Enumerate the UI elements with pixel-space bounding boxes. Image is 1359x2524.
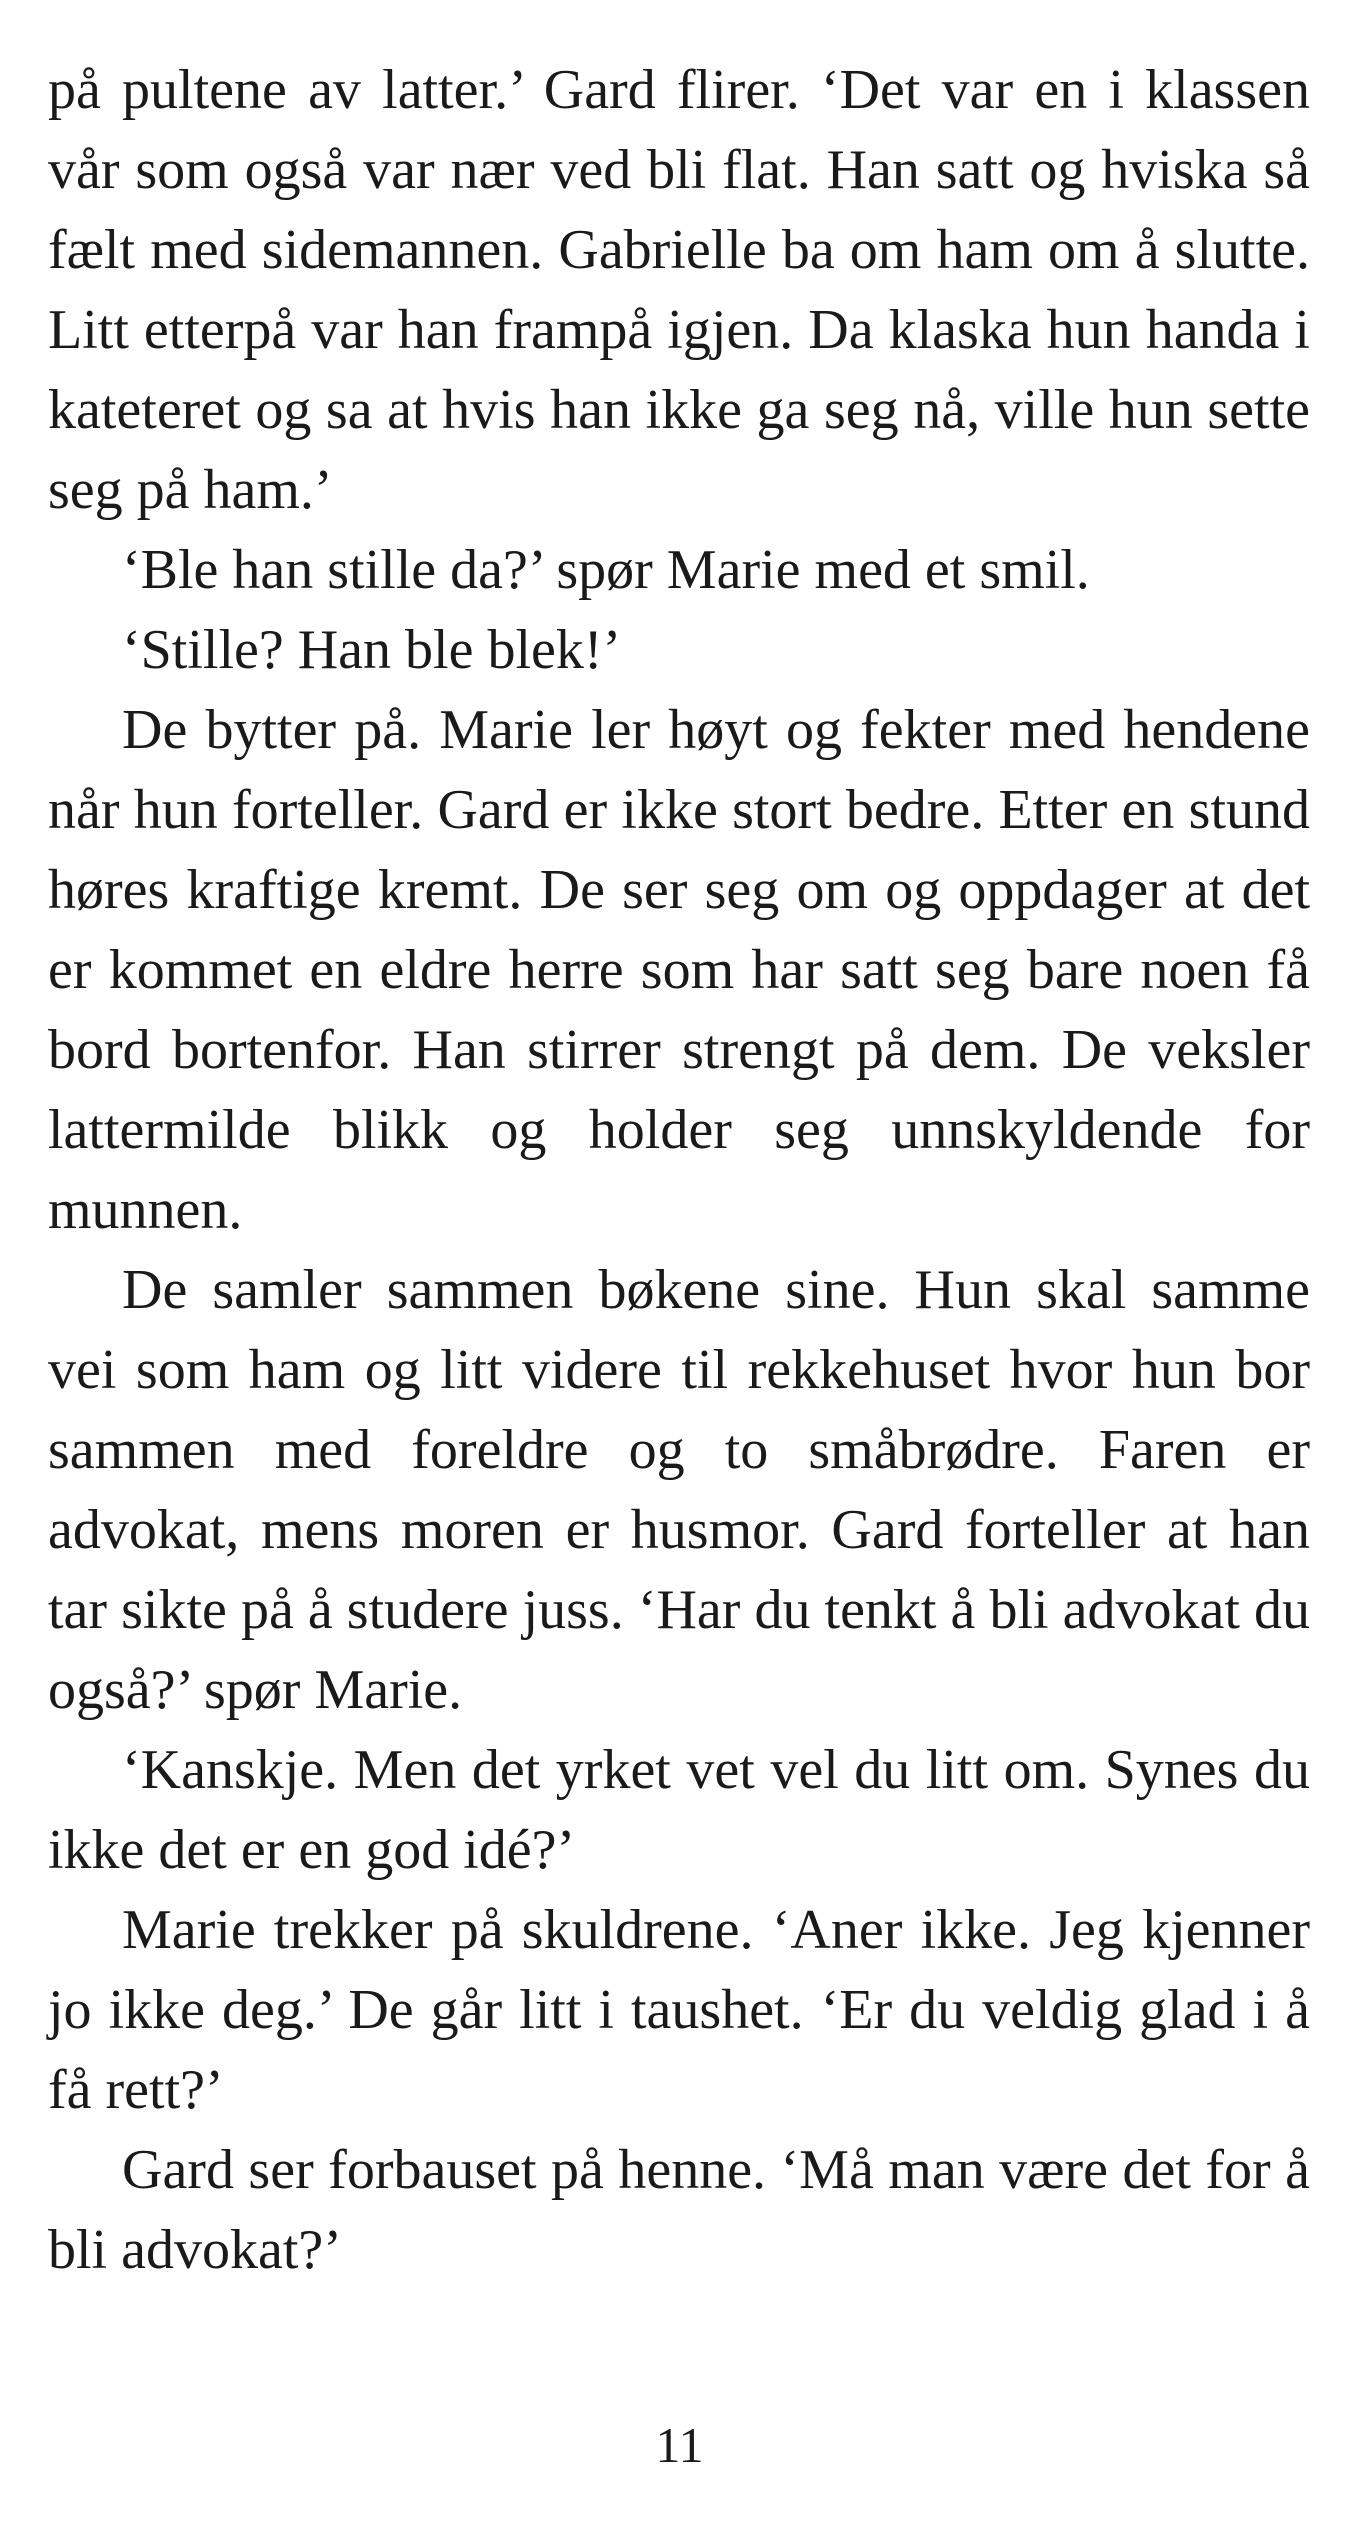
paragraph: ‘Kanskje. Men det yrket vet vel du litt om. Synes du ikke det er en god idé?’ — [48, 1739, 1310, 1881]
page-number: 11 — [655, 2417, 704, 2473]
paragraph: Gard ser forbauset på henne. ‘Må man være det for å bli advokat?’ — [48, 2139, 1310, 2281]
paragraph: ‘Stille? Han ble blek!’ — [122, 619, 622, 681]
paragraph: Marie trekker på skuldrene. ‘Aner ikke. Jeg kjenner jo ikke deg.’ De går litt i taushet. ‘Er du veldig glad i å få rett?’ — [48, 1899, 1310, 2121]
paragraph: De bytter på. Marie ler høyt og fekter med hendene når hun forteller. Gard er ikke stort bedre. Etter en stund høres kraftige kremt. De ser seg om og oppdager at det er kommet en eldre herre som har satt seg bare noen få bord bortenfor. Han stirrer strengt på dem. De veksler lattermilde blikk og holder seg unnskyldende for munnen. — [48, 699, 1310, 1241]
body-text — [48, 50, 1310, 2290]
paragraph: ‘Ble han stille da?’ spør Marie med et smil. — [122, 539, 1090, 601]
paragraph: på pultene av latter.’ Gard flirer. ‘Det var en i klassen vår som også var nær ved bli flat. Han satt og hviska så fælt med sidemannen. Gabrielle ba om ham om å slutte. Litt etterpå var han frampå igjen. Da klaska hun handa i kateteret og sa at hvis han ikke ga seg nå, ville hun sette seg på ham.’ — [48, 59, 1310, 521]
paragraph: De samler sammen bøkene sine. Hun skal samme vei som ham og litt videre til rekkehuset hvor hun bor sammen med foreldre og to småbrødre. Faren er advokat, mens moren er husmor. Gard forteller at han tar sikte på å studere juss. ‘Har du tenkt å bli advokat du også?’ spør Marie. — [48, 1259, 1310, 1721]
